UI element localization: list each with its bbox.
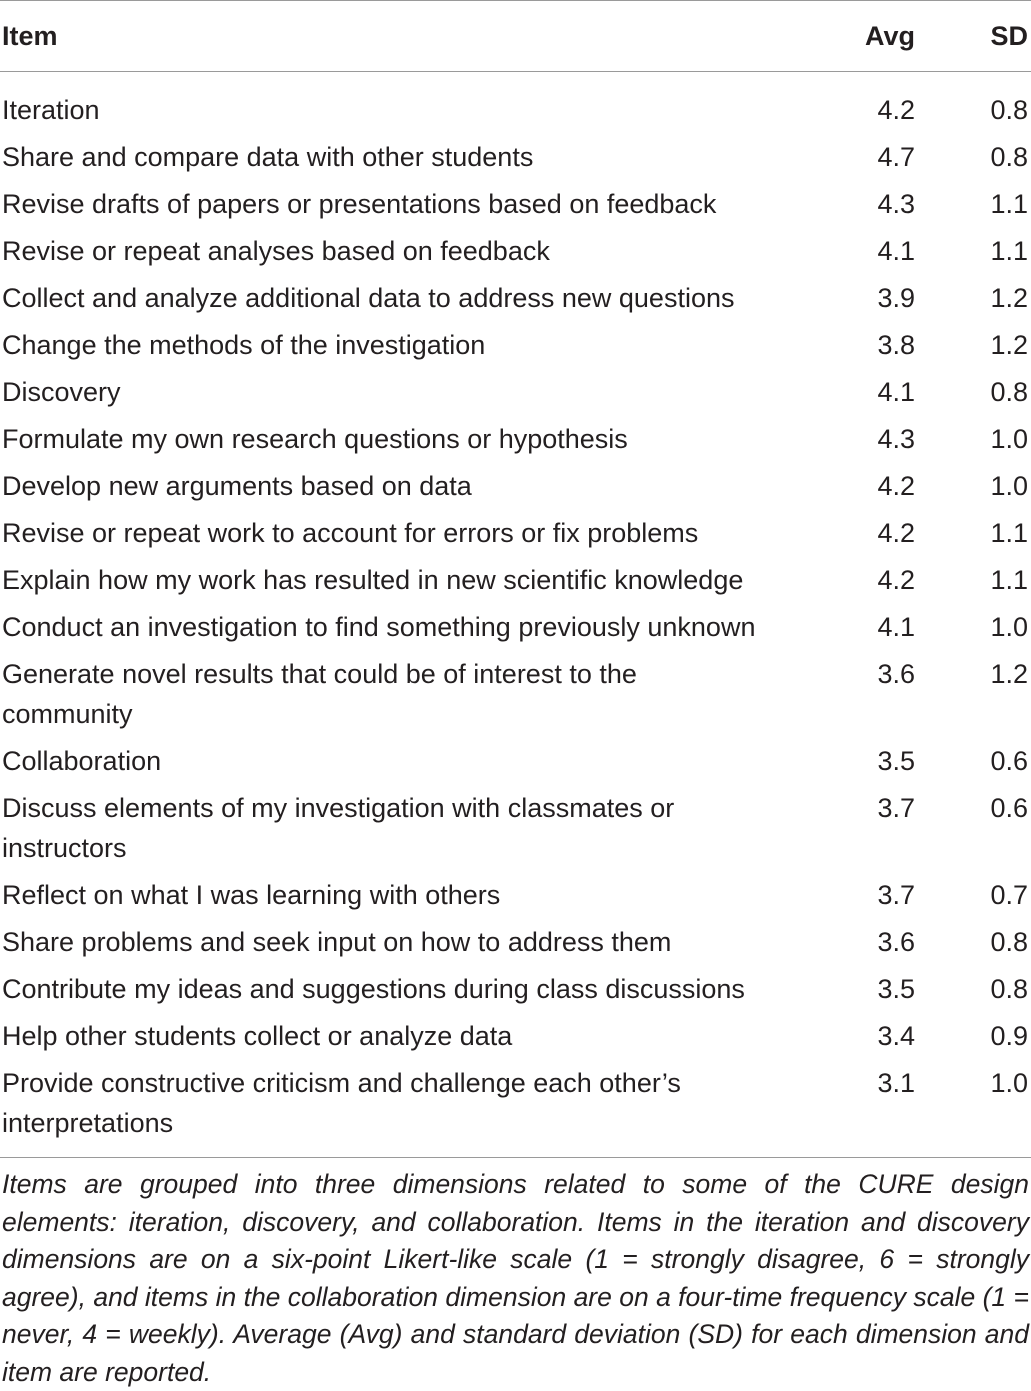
cell-avg: 3.7 <box>877 793 915 823</box>
cell-sd: 0.6 <box>990 746 1028 776</box>
table-row <box>0 738 1031 785</box>
cell-avg: 3.7 <box>877 880 915 910</box>
cell-sd: 0.8 <box>990 377 1028 407</box>
table-footnote: Items are grouped into three dimensions related to some of the CURE design elements: iteration, discovery, and collaboration. Items in the iteration and discovery dimensions are on a six-point Likert-like scale (1 = strongly disagree, 6 = strongly agree), and items in the collaboration dimension are on a four-time frequency scale (1 = never, 4 = weekly). Average (Avg) and standard deviation (SD) for each dimension and item are reported. <box>2 1169 1029 1387</box>
cell-sd: 0.8 <box>990 974 1028 1004</box>
cell-sd: 1.1 <box>990 518 1028 548</box>
cell-avg: 4.2 <box>877 95 915 125</box>
cell-avg: 4.2 <box>877 565 915 595</box>
table-row <box>0 463 1031 510</box>
table-row <box>0 416 1031 463</box>
table-row <box>0 369 1031 416</box>
cell-sd: 1.0 <box>990 424 1028 454</box>
cell-item: Contribute my ideas and suggestions during class discussions <box>2 974 745 1004</box>
cell-sd: 1.2 <box>990 283 1028 313</box>
cell-item: Revise or repeat analyses based on feedback <box>2 236 550 266</box>
table-row <box>0 228 1031 275</box>
cell-item: Conduct an investigation to find something previously unknown <box>2 612 756 642</box>
cell-avg: 3.8 <box>877 330 915 360</box>
cell-avg: 4.2 <box>877 471 915 501</box>
cell-item: Revise drafts of papers or presentations based on feedback <box>2 189 717 219</box>
cell-sd: 0.8 <box>990 142 1028 172</box>
cell-sd: 1.0 <box>990 1068 1028 1098</box>
cell-sd: 1.0 <box>990 471 1028 501</box>
cell-sd: 1.1 <box>990 236 1028 266</box>
cell-sd: 0.6 <box>990 793 1028 823</box>
table-row <box>0 87 1031 134</box>
table-row <box>0 785 1031 872</box>
cell-avg: 3.5 <box>877 974 915 1004</box>
cell-sd: 0.7 <box>990 880 1028 910</box>
table-body <box>0 72 1031 1157</box>
cell-avg: 4.3 <box>877 189 915 219</box>
cell-item: Iteration <box>2 95 100 125</box>
cell-item: Discovery <box>2 377 121 407</box>
cell-avg: 4.7 <box>877 142 915 172</box>
cell-avg: 4.3 <box>877 424 915 454</box>
table-row <box>0 604 1031 651</box>
table-row <box>0 1060 1031 1147</box>
cell-item: Reflect on what I was learning with others <box>2 880 501 910</box>
cell-avg: 4.2 <box>877 518 915 548</box>
cell-item: Generate novel results that could be of interest to the community <box>2 659 637 729</box>
cell-sd: 0.8 <box>990 927 1028 957</box>
cell-avg: 4.1 <box>877 377 915 407</box>
table-row <box>0 872 1031 919</box>
cell-item: Develop new arguments based on data <box>2 471 472 501</box>
cell-sd: 1.1 <box>990 189 1028 219</box>
table-row <box>0 510 1031 557</box>
cell-item: Revise or repeat work to account for errors or fix problems <box>2 518 699 548</box>
header-item: Item <box>2 20 58 51</box>
table-row <box>0 322 1031 369</box>
table-row <box>0 1013 1031 1060</box>
cell-item: Share and compare data with other students <box>2 142 534 172</box>
table-row <box>0 557 1031 604</box>
table-row <box>0 181 1031 228</box>
cell-sd: 0.9 <box>990 1021 1028 1051</box>
cell-avg: 4.1 <box>877 612 915 642</box>
table-header-row <box>0 1 1031 71</box>
cell-item: Collect and analyze additional data to address new questions <box>2 283 735 313</box>
header-sd: SD <box>990 20 1028 51</box>
cell-sd: 1.2 <box>990 330 1028 360</box>
table-row <box>0 651 1031 738</box>
cell-avg: 3.4 <box>877 1021 915 1051</box>
cell-item: Share problems and seek input on how to address them <box>2 927 672 957</box>
table-row <box>0 275 1031 322</box>
cell-item: Formulate my own research questions or hypothesis <box>2 424 628 454</box>
table-row <box>0 134 1031 181</box>
cell-item: Collaboration <box>2 746 162 776</box>
cell-sd: 1.2 <box>990 659 1028 689</box>
cell-sd: 1.1 <box>990 565 1028 595</box>
cell-item: Discuss elements of my investigation with classmates or instructors <box>2 793 675 863</box>
cell-sd: 1.0 <box>990 612 1028 642</box>
table-row <box>0 919 1031 966</box>
cell-avg: 3.6 <box>877 659 915 689</box>
cell-item: Help other students collect or analyze data <box>2 1021 513 1051</box>
cell-avg: 3.6 <box>877 927 915 957</box>
cell-avg: 4.1 <box>877 236 915 266</box>
cell-sd: 0.8 <box>990 95 1028 125</box>
header-avg: Avg <box>864 20 915 51</box>
cell-avg: 3.1 <box>877 1068 915 1098</box>
cell-avg: 3.9 <box>877 283 915 313</box>
cell-item: Explain how my work has resulted in new scientific knowledge <box>2 565 744 595</box>
cell-item: Change the methods of the investigation <box>2 330 486 360</box>
cell-avg: 3.5 <box>877 746 915 776</box>
cell-item: Provide constructive criticism and challenge each other’s interpretations <box>2 1068 681 1138</box>
table-row <box>0 966 1031 1013</box>
